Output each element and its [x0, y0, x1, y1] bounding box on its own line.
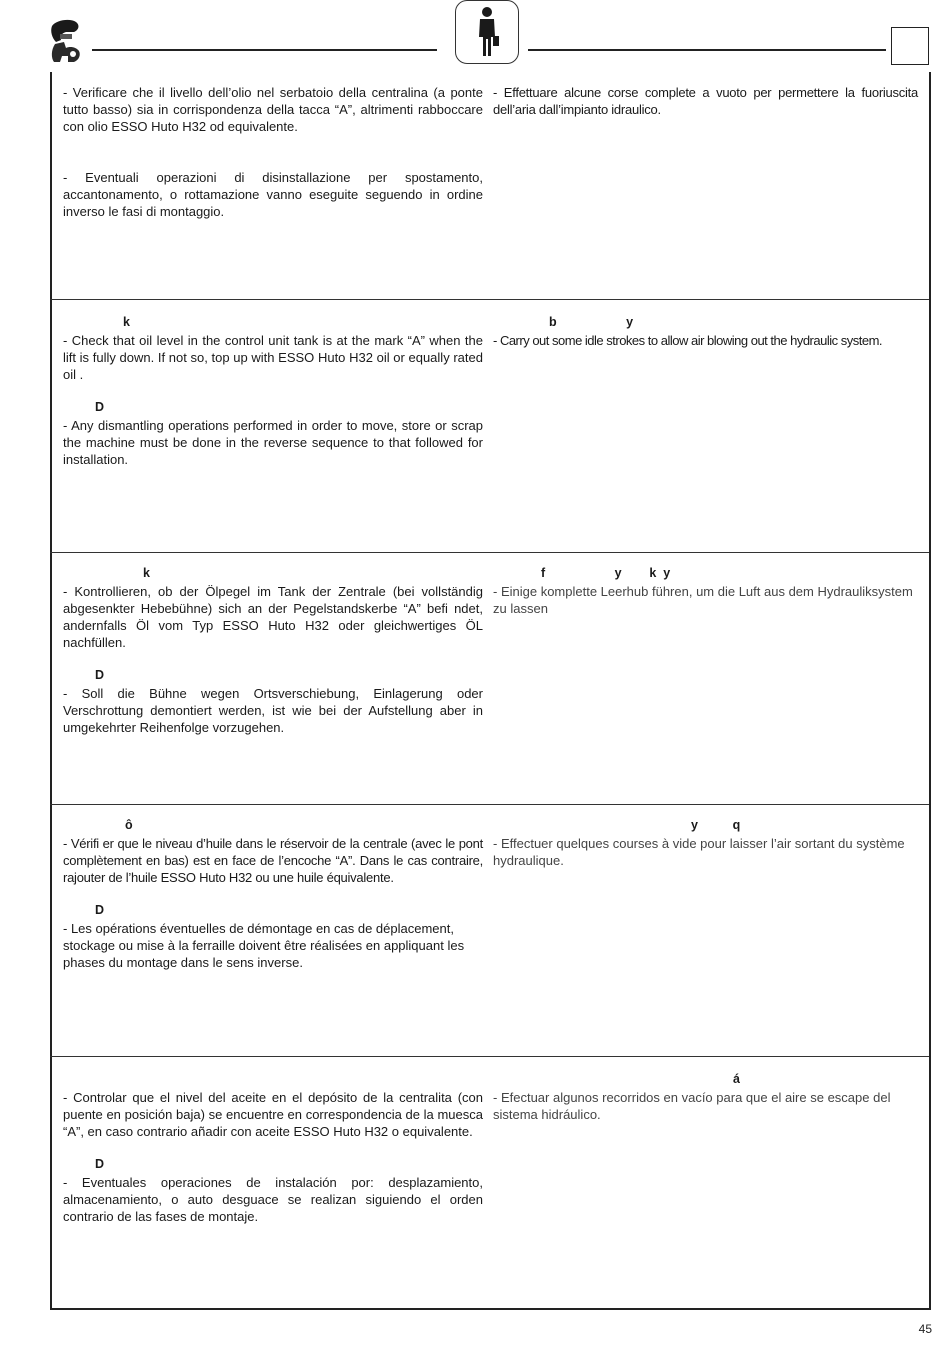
- header-rule-left: [92, 49, 437, 51]
- section-divider: [50, 804, 929, 805]
- section-divider: [50, 1056, 929, 1057]
- right-column: [493, 818, 918, 869]
- section-heading: á: [733, 1072, 740, 1086]
- section-divider: [50, 552, 929, 553]
- left-column: [63, 1089, 483, 1225]
- oil-check-text: - Kontrollieren, ob der Ölpegel im Tank der Zentrale (bei vollständig abgesenkter Hebebühne) sich an der Pegelstandskerbe “A” befi ndet, andernfalls Öl vom Typ ESSO Huto H32 oder gleichwertiges ÖL nachfüllen.: [63, 584, 483, 650]
- dismantling-text: - Eventuales operaciones de instalación por: desplazamiento, almacenamiento, o auto desguace se realizan siguiendo el orden contrario de las fases de montaje.: [63, 1175, 483, 1224]
- right-column: [493, 315, 918, 349]
- section-heading: b y: [549, 315, 634, 329]
- left-column: [63, 818, 483, 971]
- idle-strokes-text: - Efectuar algunos recorridos en vacío para que el aire se escape del sistema hidráulico.: [493, 1090, 891, 1122]
- oil-check-text: - Check that oil level in the control unit tank is at the mark “A” when the lift is fully down. If not so, top up with ESSO Huto H32 oil or equally rated oil .: [63, 333, 483, 382]
- idle-strokes-text: - Einige komplette Leerhub führen, um die Luft aus dem Hydrauliksystem zu lassen: [493, 584, 913, 616]
- section-heading: k: [123, 315, 130, 329]
- subsection-heading: D: [95, 668, 105, 682]
- section-heading: y q: [691, 818, 741, 832]
- idle-strokes-text: - Effettuare alcune corse complete a vuoto per permettere la fuoriuscita dell’aria dall’impianto idraulico.: [493, 85, 918, 117]
- idle-strokes-text: - Effectuer quelques courses à vide pour laisser l’air sortant du système hydraulique.: [493, 836, 905, 868]
- header-rule-right: [528, 49, 886, 51]
- oil-check-text: - Controlar que el nivel del aceite en el depósito de la centralita (con puente en posición baja) se encuentre en correspondencia de la muesca “A”, en caso contrario añadir con aceite ESSO Huto H32 o equivalente.: [63, 1090, 483, 1139]
- left-column: [63, 84, 483, 220]
- right-column: [493, 84, 918, 118]
- dismantling-text: - Eventuali operazioni di disinstallazione per spostamento, accantonamento, o rottamazione vanno eseguite seguendo in ordine inverso le fasi di montaggio.: [63, 170, 483, 219]
- dismantling-text: - Any dismantling operations performed in order to move, store or scrap the machine must be done in the reverse sequence to that followed for installation.: [63, 418, 483, 467]
- subsection-heading: D: [95, 1157, 105, 1171]
- subsection-heading: D: [95, 400, 105, 414]
- page-number: 45: [918, 1322, 932, 1336]
- right-column: [493, 1072, 918, 1123]
- left-column: [63, 566, 483, 736]
- idle-strokes-text: - Carry out some idle strokes to allow air blowing out the hydraulic system.: [493, 333, 883, 348]
- section-heading: k: [143, 566, 150, 580]
- oil-check-text: - Vérifi er que le niveau d’huile dans le réservoir de la centrale (avec le pont complètement en bas) est en face de l’encoche “A”. Dans le cas contraire, rajouter de l’huile ESSO Huto H32 ou une huile équivalente.: [63, 836, 483, 885]
- brand-logo-icon: [46, 18, 86, 66]
- left-column: [63, 315, 483, 468]
- dismantling-text: - Soll die Bühne wegen Ortsverschiebung, Einlagerung oder Verschrottung demontiert werden, ist wie bei der Aufstellung aber in umgekehrter Reihenfolge vorzugehen.: [63, 686, 483, 735]
- dismantling-text: - Les opérations éventuelles de démontage en cas de déplacement, stockage ou mise à la ferraille doivent être réalisées en appliquant les phases du montage dans le sens inverse.: [63, 921, 465, 970]
- page-header: [0, 0, 950, 72]
- section-heading: ô: [125, 818, 133, 832]
- section-divider: [50, 299, 929, 300]
- section-heading: f y k y: [541, 566, 671, 580]
- oil-check-text: - Verificare che il livello dell’olio nel serbatoio della centralina (a ponte tutto basso) sia in corrispondenza della tacca “A”, altrimenti rabboccare con olio ESSO Huto H32 od equivalente.: [63, 85, 483, 134]
- corner-box: [891, 27, 929, 65]
- right-column: [493, 566, 918, 617]
- operator-icon: [455, 0, 519, 64]
- subsection-heading: D: [95, 903, 105, 917]
